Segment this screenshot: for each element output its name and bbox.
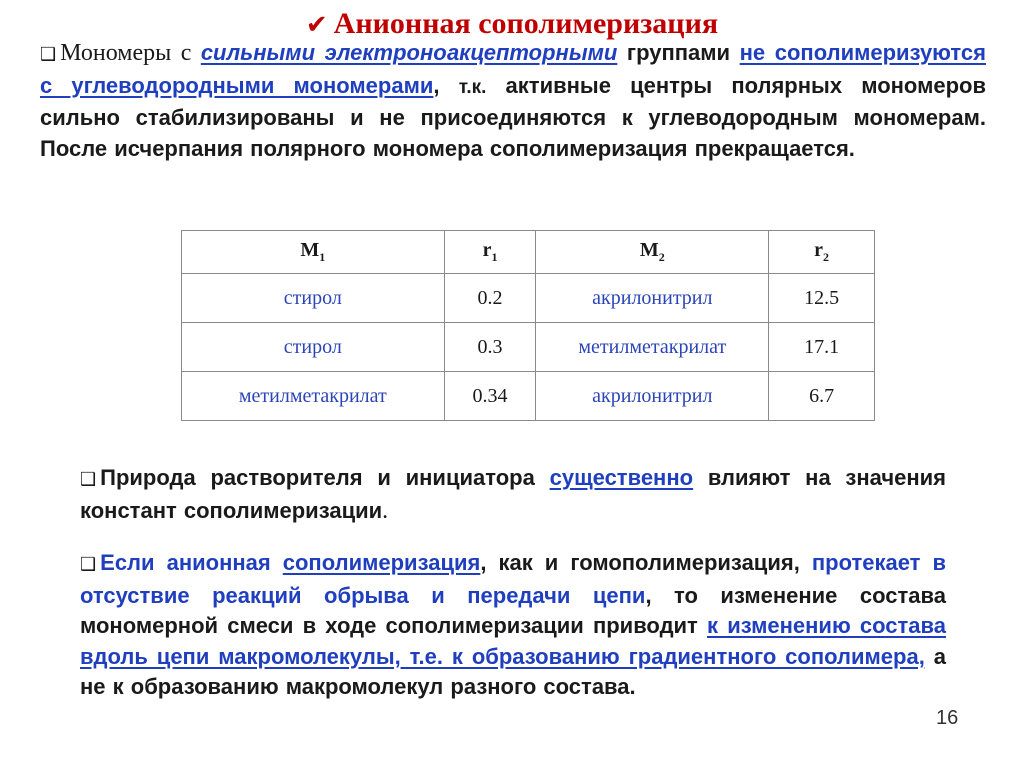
cell-r1: 0.34	[444, 372, 536, 421]
copolymerization-constants-table	[181, 230, 875, 421]
cell-m2: метилметакрилат	[536, 323, 769, 372]
emphasis-no-copolymerization: не сополимеризуются с углеводородными мономерами	[40, 40, 986, 98]
header-m1: $M_1$	[182, 231, 445, 274]
emphasis-significantly: существенно	[549, 465, 694, 490]
checkbox-bullet-icon: ❑	[80, 469, 97, 490]
cell-m2: акрилонитрил	[536, 372, 769, 421]
table-header-row	[182, 231, 875, 274]
table-row	[182, 372, 875, 421]
cell-m2: акрилонитрил	[536, 274, 769, 323]
cell-m1: стирол	[182, 274, 445, 323]
paragraph-monomers: ❑ Мономеры с сильными электроноакцепторными группами не сополимеризуются с углеводородными мономерами, т.к. активные центры полярных мономеров сильно стабилизированы и не присоединяются к углеводородным мономерам. После исчерпания полярного мономера сополимеризация прекращается.	[40, 40, 986, 161]
emphasis-copolymerization: сополимеризация	[282, 550, 481, 575]
emphasis-no-termination: протекает в отсуствие реакций обрыва и передачи цепи	[80, 550, 947, 608]
cell-r2: 17.1	[769, 323, 875, 372]
emphasis-gradient-copolymer: к изменению состава вдоль цепи макромолекулы, т.е. к образованию градиентного сополимера,	[80, 613, 947, 669]
checkmark-icon: ✔	[305, 10, 328, 40]
checkbox-bullet-icon: ❑	[40, 44, 57, 65]
header-r2: $r_2$	[769, 231, 875, 274]
cell-r1: 0.2	[444, 274, 536, 323]
title-text: Анионная сополимеризация	[333, 7, 719, 40]
paragraph-solvent-initiator: ❑ Природа растворителя и инициатора существенно влияют на значения констант сополимеризации.	[80, 465, 947, 524]
cell-r2: 6.7	[769, 372, 875, 421]
table-row	[182, 274, 875, 323]
paragraph-gradient-copolymer: ❑ Если анионная сополимеризация, как и гомополимеризация, протекает в отсуствие реакций обрыва и передачи цепи, то изменение состава мономерной смеси в ходе сополимеризации приводит к изменению состава вдоль цепи макромолекулы, т.е. к образованию градиентного сополимера, а не к образованию макромолекул разного состава.	[80, 550, 947, 699]
cell-m1: метилметакрилат	[182, 372, 445, 421]
cell-m1: стирол	[182, 323, 445, 372]
emphasis-strong-acceptor: сильными электроноакцепторными	[200, 40, 618, 65]
cell-r2: 12.5	[769, 274, 875, 323]
cell-r1: 0.3	[444, 323, 536, 372]
checkbox-bullet-icon: ❑	[80, 554, 97, 575]
table-row	[182, 323, 875, 372]
header-r1: $r_1$	[444, 231, 536, 274]
header-m2: $M_2$	[536, 231, 769, 274]
page-number: 16	[936, 707, 959, 729]
